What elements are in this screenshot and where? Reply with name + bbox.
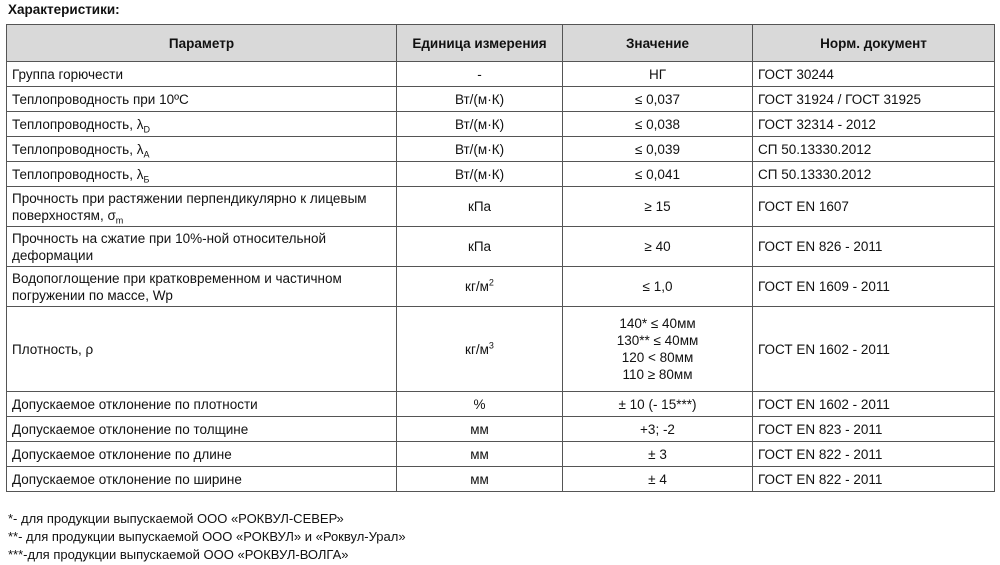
parameter-text: Теплопроводность, λ	[12, 116, 144, 132]
table-row	[7, 417, 995, 442]
value-line: ≤ 0,037	[635, 91, 680, 107]
cell-unit	[397, 62, 563, 87]
cell-document: ГОСТ EN 823 - 2011	[753, 417, 995, 442]
cell-parameter	[7, 267, 397, 307]
cell-document: ГОСТ EN 822 - 2011	[753, 467, 995, 492]
cell-value	[563, 162, 753, 187]
table-row	[7, 62, 995, 87]
parameter-subscript: А	[143, 149, 150, 160]
value-line: ≤ 0,039	[635, 141, 680, 157]
parameter-subscript: Б	[143, 174, 150, 185]
value-line: ± 3	[648, 446, 667, 462]
cell-parameter	[7, 87, 397, 112]
value-line: НГ	[648, 66, 667, 82]
footnotes	[8, 510, 406, 564]
value-line: ≤ 0,041	[635, 166, 680, 182]
cell-value	[563, 417, 753, 442]
cell-value	[563, 227, 753, 267]
cell-value	[563, 442, 753, 467]
cell-parameter	[7, 467, 397, 492]
cell-unit	[397, 392, 563, 417]
cell-parameter	[7, 307, 397, 392]
table-row	[7, 467, 995, 492]
parameter-text: Водопоглощение при кратковременном и частичном погружении по массе, Wp	[12, 270, 342, 303]
cell-parameter	[7, 187, 397, 227]
cell-document: ГОСТ 32314 - 2012	[753, 112, 995, 137]
table-body	[7, 62, 995, 492]
cell-parameter	[7, 62, 397, 87]
footnote-1: *- для продукции выпускаемой ООО «РОКВУЛ-СЕВЕР»	[8, 511, 344, 526]
cell-unit	[397, 112, 563, 137]
cell-document: ГОСТ EN 826 - 2011	[753, 227, 995, 267]
parameter-text: Допускаемое отклонение по плотности	[12, 396, 258, 412]
table-row	[7, 112, 995, 137]
header-unit: Единица измерения	[397, 25, 563, 62]
cell-unit	[397, 187, 563, 227]
table-row	[7, 187, 995, 227]
unit-text: %	[473, 396, 486, 412]
table-row	[7, 162, 995, 187]
cell-parameter	[7, 227, 397, 267]
table-row	[7, 137, 995, 162]
cell-parameter	[7, 417, 397, 442]
parameter-text: Группа горючести	[12, 66, 124, 82]
parameter-text: Теплопроводность, λ	[12, 166, 144, 182]
value-line: 130** ≤ 40мм	[616, 333, 699, 348]
unit-text: кг/м	[465, 279, 489, 294]
unit-text: мм	[470, 446, 489, 462]
unit-superscript: 3	[488, 340, 494, 350]
cell-value	[563, 307, 753, 392]
value-line: 120 < 80мм	[621, 350, 694, 365]
parameter-text: Допускаемое отклонение по ширине	[12, 471, 242, 487]
cell-unit	[397, 307, 563, 392]
cell-value	[563, 87, 753, 112]
unit-text: Вт/(м·К)	[454, 141, 505, 157]
unit-text: кПа	[467, 199, 492, 214]
unit-text: кПа	[467, 239, 492, 254]
cell-parameter	[7, 392, 397, 417]
table-row	[7, 392, 995, 417]
cell-value	[563, 187, 753, 227]
cell-value	[563, 267, 753, 307]
unit-text: Вт/(м·К)	[454, 91, 505, 107]
cell-unit	[397, 467, 563, 492]
parameter-text: Теплопроводность при 10ºС	[12, 91, 189, 107]
cell-unit	[397, 227, 563, 267]
value-line: ≥ 15	[644, 199, 671, 214]
parameter-text: Теплопроводность, λ	[12, 141, 144, 157]
parameter-subscript: m	[115, 215, 124, 226]
value-line: ≤ 0,038	[635, 116, 680, 132]
value-line: ≥ 40	[644, 239, 671, 254]
unit-superscript: 2	[488, 277, 494, 288]
header-parameter: Параметр	[7, 25, 397, 62]
value-line: ± 4	[648, 471, 667, 487]
table-header-row	[7, 25, 995, 62]
parameter-subscript: D	[143, 124, 150, 135]
cell-document: ГОСТ 31924 / ГОСТ 31925	[753, 87, 995, 112]
cell-parameter	[7, 112, 397, 137]
cell-document: ГОСТ EN 822 - 2011	[753, 442, 995, 467]
cell-unit	[397, 162, 563, 187]
header-document: Норм. документ	[753, 25, 995, 62]
cell-document: ГОСТ EN 1609 - 2011	[753, 267, 995, 307]
value-line: 110 ≥ 80мм	[622, 367, 693, 382]
cell-document: ГОСТ EN 1607	[753, 187, 995, 227]
unit-text: кг/м	[465, 341, 489, 357]
cell-unit	[397, 267, 563, 307]
cell-parameter	[7, 137, 397, 162]
parameter-text: Прочность на сжатие при 10%-ной относительной деформации	[12, 230, 327, 263]
cell-document: ГОСТ EN 1602 - 2011	[753, 307, 995, 392]
value-line: ≤ 1,0	[642, 279, 673, 294]
unit-text: -	[477, 66, 482, 82]
cell-document: СП 50.13330.2012	[753, 137, 995, 162]
table-row	[7, 227, 995, 267]
value-line: ± 10 (- 15***)	[618, 396, 697, 412]
cell-value	[563, 137, 753, 162]
value-line: +3; -2	[640, 421, 675, 437]
characteristics-table	[6, 24, 995, 492]
table-row	[7, 307, 995, 392]
cell-parameter	[7, 442, 397, 467]
cell-value	[563, 392, 753, 417]
parameter-text: Прочность при растяжении перпендикулярно к лицевым поверхностям, σ	[12, 190, 367, 223]
cell-unit	[397, 137, 563, 162]
header-value: Значение	[563, 25, 753, 62]
table-row	[7, 267, 995, 307]
unit-text: Вт/(м·К)	[454, 166, 505, 182]
cell-parameter	[7, 162, 397, 187]
cell-value	[563, 62, 753, 87]
parameter-text: Допускаемое отклонение по длине	[12, 446, 232, 462]
unit-text: мм	[470, 471, 489, 487]
parameter-text: Плотность, ρ	[12, 341, 94, 357]
footnote-2: **- для продукции выпускаемой ООО «РОКВУЛ» и «Роквул-Урал»	[8, 529, 406, 544]
cell-unit	[397, 417, 563, 442]
value-line: 140* ≤ 40мм	[619, 316, 696, 331]
cell-value	[563, 467, 753, 492]
table-row	[7, 87, 995, 112]
section-heading: Характеристики:	[8, 2, 120, 17]
cell-value	[563, 112, 753, 137]
unit-text: Вт/(м·К)	[454, 116, 505, 132]
unit-text: мм	[470, 421, 489, 437]
cell-document: СП 50.13330.2012	[753, 162, 995, 187]
cell-unit	[397, 87, 563, 112]
cell-document: ГОСТ 30244	[753, 62, 995, 87]
cell-unit	[397, 442, 563, 467]
footnote-3: ***-для продукции выпускаемой ООО «РОКВУЛ-ВОЛГА»	[8, 547, 349, 562]
table-row	[7, 442, 995, 467]
cell-document: ГОСТ EN 1602 - 2011	[753, 392, 995, 417]
parameter-text: Допускаемое отклонение по толщине	[12, 421, 249, 437]
